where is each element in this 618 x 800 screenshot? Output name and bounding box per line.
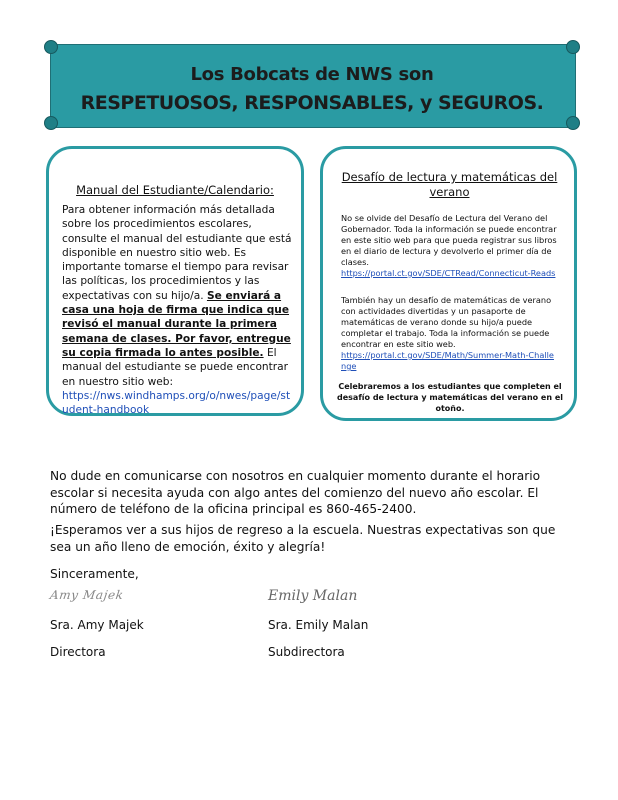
celebration-note: Celebraremos a los estudiantes que completen el desafío de lectura y matemáticas del verano en el otoño. <box>337 382 563 413</box>
header-banner <box>42 40 582 130</box>
handbook-text <box>62 203 294 417</box>
scroll-curl-icon <box>44 116 58 130</box>
contact-paragraph: No dude en comunicarse con nosotros en cualquier momento durante el horario escolar si necesita ayuda con algo antes del comienzo del nuevo año escolar. El número de teléfono de la oficina principal es 860-465-2400. <box>50 469 541 516</box>
reading-challenge-text <box>341 213 559 279</box>
scroll-curl-icon <box>44 40 58 54</box>
principal-signature-text: Amy Majek <box>49 588 125 602</box>
banner-scroll <box>50 44 576 128</box>
reading-challenge-link[interactable]: https://portal.ct.gov/SDE/CTRead/Connecticut-Reads <box>341 268 556 278</box>
scroll-curl-icon <box>566 40 580 54</box>
closing: Sinceramente, <box>50 567 139 581</box>
assistant-principal-name: Sra. Emily Malan <box>268 618 369 632</box>
summer-challenge-heading: Desafío de lectura y matemáticas del verano <box>341 170 558 199</box>
principal-title: Directora <box>50 645 106 659</box>
principal-name: Sra. Amy Majek <box>50 618 144 632</box>
math-challenge-desc: También hay un desafío de matemáticas de verano con actividades divertidas y un pasaporte de matemáticas de verano donde su hijo/a puede completar el trabajo. Toda la información se puede encontrar en este sitio web. <box>341 295 552 349</box>
summer-challenge-box <box>320 146 577 421</box>
scroll-curl-icon <box>566 116 580 130</box>
handbook-box <box>46 146 304 416</box>
handbook-intro: Para obtener información más detallada sobre los procedimientos escolares, consulte el manual del estudiante que está disponible en nuestro sitio web. Es importante tomarse el tiempo para revisar las políticas, los procedimientos y las expectativas con su hijo/a. <box>62 204 292 302</box>
principal-signature <box>50 588 170 614</box>
welcome-paragraph: ¡Esperamos ver a sus hijos de regreso a la escuela. Nuestras expectativas son que sea un año lleno de emoción, éxito y alegría! <box>50 523 556 554</box>
handbook-signature-notice: Se enviará a casa una hoja de firma que indica que revisó el manual durante la primera semana de clases. Por favor, entregue su copia firmada lo antes posible. <box>62 289 291 359</box>
math-challenge-link[interactable]: https://portal.ct.gov/SDE/Math/Summer-Math-Challenge <box>341 350 554 371</box>
handbook-heading: Manual del Estudiante/Calendario: <box>76 183 274 197</box>
math-challenge-text <box>341 295 559 372</box>
assistant-principal-title: Subdirectora <box>268 645 345 659</box>
handbook-location: El manual del estudiante se puede encontrar en nuestro sitio web: <box>62 346 288 388</box>
banner-motto: RESPETUOSOS, RESPONSABLES, y SEGUROS. <box>80 92 544 114</box>
banner-title: Los Bobcats de NWS son <box>190 64 434 85</box>
reading-challenge-desc: No se olvide del Desafío de Lectura del Verano del Gobernador. Toda la información se puede encontrar en este sitio web para que pueda registrar sus libros en el diario de lectura y devolverlo el primer día de clases. <box>341 213 557 267</box>
assistant-signature-text: Emily Malan <box>268 588 358 604</box>
handbook-link[interactable]: https://nws.windhamps.org/o/nwes/page/student-handbook <box>62 389 291 417</box>
assistant-principal-signature <box>268 588 368 614</box>
